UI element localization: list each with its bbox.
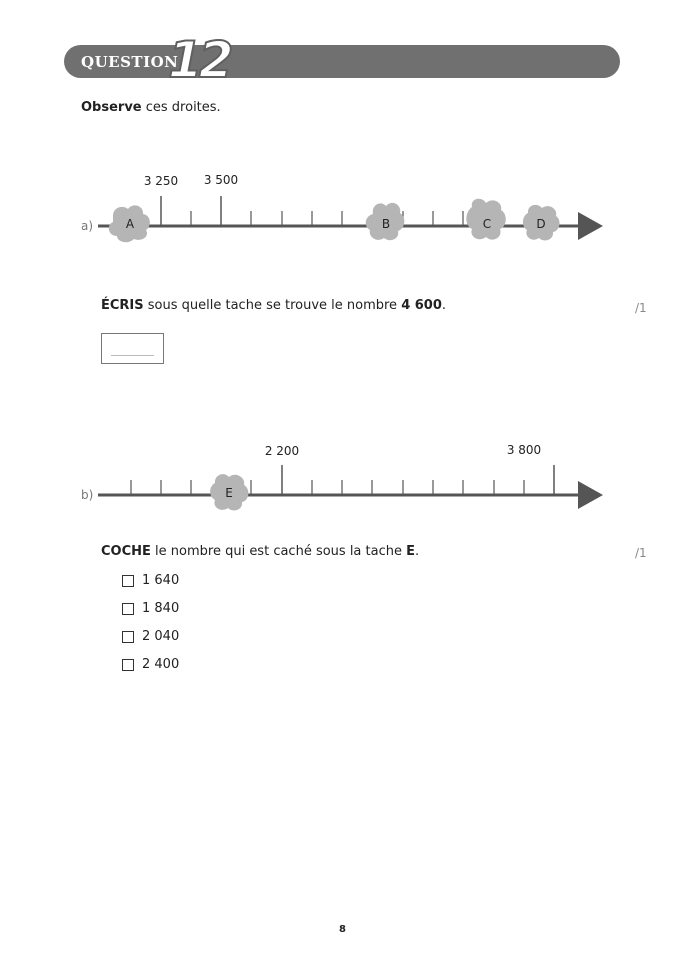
choice-2[interactable]: [122, 601, 179, 616]
q1-end: .: [441, 298, 447, 313]
choice-2-label: 1 840: [142, 601, 180, 616]
choice-1[interactable]: [122, 573, 179, 588]
score-2: /1: [635, 546, 647, 560]
q2-text: le nombre qui est caché sous la tache: [150, 544, 407, 559]
answer-line: [111, 355, 154, 356]
question-1-text: [101, 298, 446, 313]
line-a-tick-label-1: 3 250: [143, 174, 179, 188]
checkbox-3[interactable]: [122, 631, 134, 643]
spot-a-letter: A: [125, 217, 135, 231]
line-b-tick-label-1: 2 200: [264, 444, 300, 458]
answer-box[interactable]: [101, 333, 164, 364]
number-line-b: [81, 443, 603, 509]
line-b-label: b): [81, 488, 94, 502]
spot-b-letter: B: [381, 217, 391, 231]
question-number: 12: [168, 31, 230, 89]
number-line-a: [81, 173, 603, 240]
q1-number: 4 600: [401, 298, 442, 313]
q2-end: .: [415, 544, 420, 559]
spot-d: [523, 205, 560, 241]
checkbox-2[interactable]: [122, 603, 134, 615]
question-2-text: [101, 544, 419, 559]
q2-verb: COCHE: [101, 544, 151, 559]
score-1: /1: [635, 301, 647, 315]
spot-e: [210, 474, 248, 510]
page-number: 8: [339, 924, 346, 935]
spot-e-letter: E: [225, 486, 233, 500]
line-a-arrow: [578, 212, 603, 240]
checkbox-4[interactable]: [122, 659, 134, 671]
line-b-arrow: [578, 481, 603, 509]
spot-c: [466, 199, 505, 240]
spot-c-letter: C: [482, 217, 492, 231]
intro-bold: Observe: [81, 100, 142, 115]
checkbox-1[interactable]: [122, 575, 134, 587]
spot-b: [366, 203, 405, 240]
q1-verb: ÉCRIS: [101, 298, 144, 313]
choice-3[interactable]: [122, 629, 179, 644]
intro-rest: ces droites.: [141, 100, 221, 115]
choice-4[interactable]: [122, 657, 179, 672]
choice-3-label: 2 040: [142, 629, 180, 644]
line-a-label: a): [81, 219, 94, 233]
q1-text: sous quelle tache se trouve le nombre: [143, 298, 402, 313]
spot-d-letter: D: [536, 217, 546, 231]
choice-4-label: 2 400: [142, 657, 180, 672]
line-b-tick-label-2: 3 800: [506, 443, 542, 457]
line-b-ticks: [131, 465, 554, 495]
q2-letter: E: [406, 544, 415, 559]
spot-a: [109, 205, 150, 242]
question-label: QUESTION: [81, 53, 179, 71]
line-a-tick-label-2: 3 500: [203, 173, 239, 187]
choice-1-label: 1 640: [142, 573, 180, 588]
